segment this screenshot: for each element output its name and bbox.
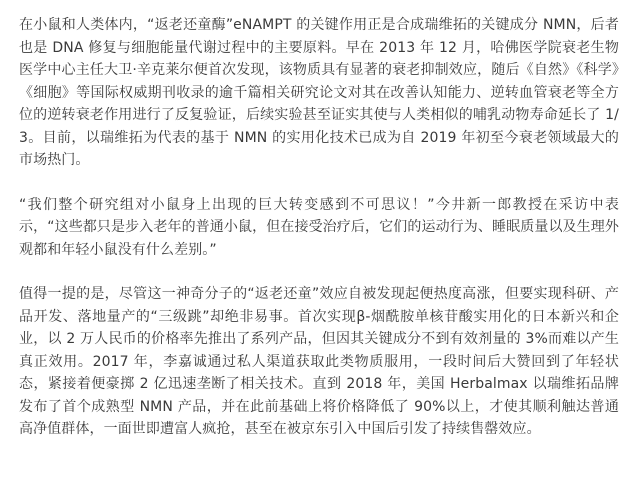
article-paragraph-1: 在小鼠和人类体内，“返老还童酶”eNAMPT 的关键作用正是合成瑞维拓的关键成分 NMN，后者也是 DNA 修复与细胞能量代谢过程中的主要原料。早在 2013 年 12 月，哈佛医学院衰老生物医学中心主任大卫·辛克莱尔便首次发现，该物质具有显著的衰老抑制效应，随后《自然》《科学》《细胞》等国际权威期刊收录的逾千篇相关研究论文对其在改善认知能力、逆转血管衰老等全方位的逆转衰老作用进行了反复验证，后续实验甚至证实其使与人类相似的哺乳动物寿命延长了 1/3。目前，以瑞维拓为代表的基于 NMN 的实用化技术已成为自 2019 年初至今衰老领域最大的市场热门。	[19, 17, 619, 168]
article-paragraph-3: 值得一提的是，尽管这一神奇分子的“返老还童”效应自被发现起便热度高涨，但要实现科研、产品开发、落地量产的“三级跳”却绝非易事。首次实现β-烟酰胺单核苷酸实用化的日本新兴和企业，以 2 万人民币的价格率先推出了系列产品，但因其关键成分不到有效剂量的 3%而难以产生真正效用。2017 年，李嘉诚通过私人渠道获取此类物质服用，一段时间后大赞回到了年轻状态，紧接着便豪掷 2 亿迅速垄断了相关技术。直到 2018 年，美国 Herbalmax 以瑞维拓品牌发布了首个成熟型 NMN 产品，并在此前基础上将价格降低了 90%以上，才使其顺利触达普通高净值群体，一面世即遭富人疯抢，甚至在被京东引入中国后引发了持续售罄效应。	[19, 286, 619, 437]
article-body	[19, 14, 619, 441]
article-paragraph-2: “我们整个研究组对小鼠身上出现的巨大转变感到不可思议！”今井新一郎教授在采访中表示，“这些都只是步入老年的普通小鼠，但在接受治疗后，它们的运动行为、睡眠质量以及生理外观都和年轻小鼠没有什么差别。”	[19, 196, 619, 258]
